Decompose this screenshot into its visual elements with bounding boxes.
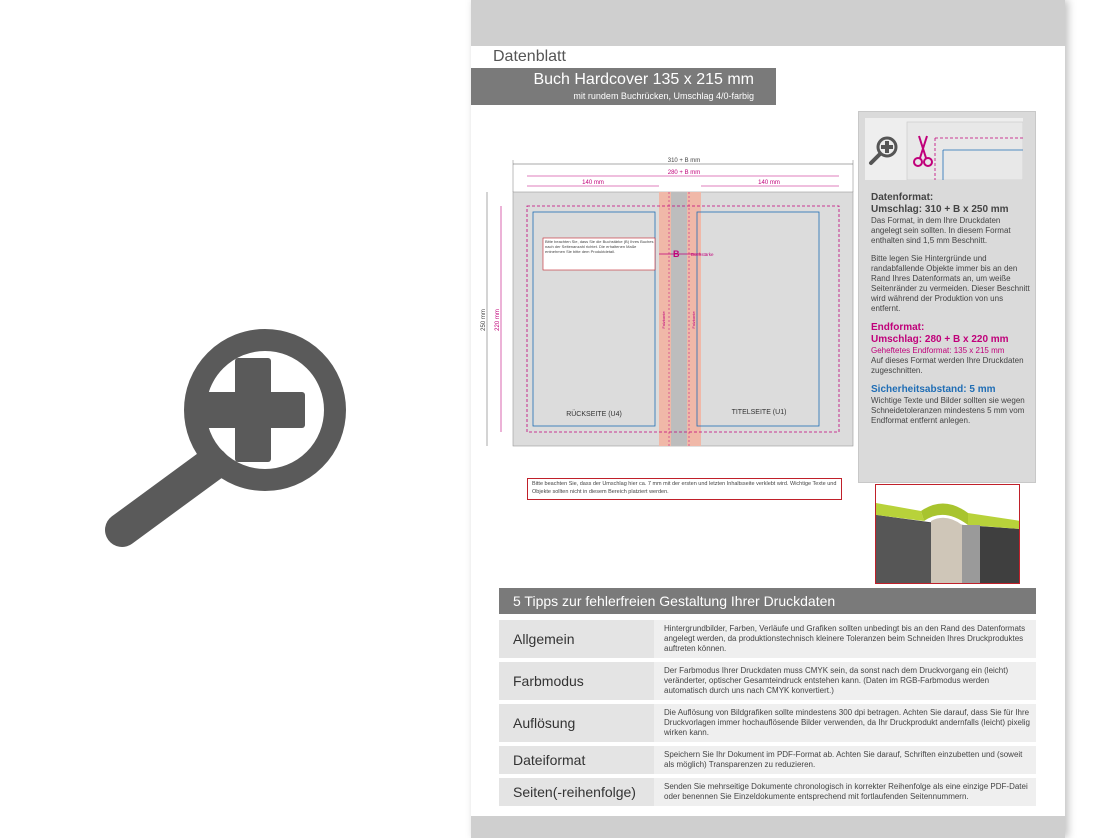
page-header-band bbox=[471, 0, 1065, 46]
page-footer-band bbox=[471, 816, 1065, 838]
data-format-text-1: Das Format, in dem Ihre Druckdaten angelegt sein sollten. In diesem Format enthalten sind 1,5 mm Beschnitt. bbox=[871, 216, 1011, 245]
spine-photo bbox=[875, 484, 1020, 584]
fold-label-left: Falzkante bbox=[661, 311, 666, 329]
tip-label: Auflösung bbox=[499, 704, 654, 742]
dim-right-panel: 140 mm bbox=[758, 180, 780, 186]
tip-row bbox=[499, 662, 1036, 700]
dim-end-width: 280 + B mm bbox=[667, 170, 701, 176]
format-info-text bbox=[871, 192, 1031, 434]
tips-table bbox=[499, 620, 1036, 810]
scissors-icon bbox=[911, 134, 935, 170]
safety-margin-text: Wichtige Texte und Bilder sollten sie wegen Schneidetoleranzen mindestens 5 mm vom Endformat entfernt anlegen. bbox=[871, 396, 1025, 425]
back-cover-label: RÜCKSEITE (U4) bbox=[566, 411, 622, 418]
tip-row bbox=[499, 620, 1036, 658]
tip-text: Hintergrundbilder, Farben, Verläufe und Grafiken sollten unbedingt bis an den Rand des Datenformats angelegt werden, da produktionstechnisch kleinere Toleranzen beim Schneiden Ihres Druckproduktes auftreten können. bbox=[664, 624, 1026, 653]
tip-label: Farbmodus bbox=[499, 662, 654, 700]
data-format-heading: Datenformat: bbox=[871, 192, 934, 203]
glue-area-note: Bitte beachten Sie, dass der Umschlag hier ca. 7 mm mit der ersten und letzten Inhaltsseite verklebt wird. Wichtige Texte und Objekte sollten nicht in diesem Bereich platziert werden. bbox=[527, 478, 842, 500]
tip-row bbox=[499, 704, 1036, 742]
product-title: Buch Hardcover 135 x 215 mm bbox=[533, 71, 754, 88]
dim-total-height: 250 mm bbox=[481, 309, 487, 331]
tip-label: Allgemein bbox=[499, 620, 654, 658]
tip-label: Dateiformat bbox=[499, 746, 654, 774]
tip-row bbox=[499, 746, 1036, 774]
datasheet-page bbox=[471, 0, 1065, 838]
spine-marker-label: Buchstärke bbox=[691, 252, 714, 257]
end-format-text: Auf dieses Format werden Ihre Druckdaten zugeschnitten. bbox=[871, 356, 1024, 375]
datasheet-tab-label: Datenblatt bbox=[471, 46, 591, 68]
tip-text: Senden Sie mehrseitige Dokumente chronologisch in korrekter Reihenfolge als eine einzige PDF-Datei oder benennen Sie Einzeldokumente entsprechend mit fortlaufenden Seitennummern. bbox=[664, 782, 1028, 801]
dim-end-height: 220 mm bbox=[495, 309, 501, 331]
end-format-heading: Endformat: bbox=[871, 322, 925, 333]
product-subtitle: mit rundem Buchrücken, Umschlag 4/0-farbig bbox=[573, 91, 754, 101]
corner-preview bbox=[865, 118, 1023, 180]
tip-text: Die Auflösung von Bildgrafiken sollte mindestens 300 dpi betragen. Achten Sie darauf, dass Sie für Ihre Druckvorlagen immer hochauflösende Bilder verwenden, da Ihr Druckprodukt andernfalls (leicht) pixelig wirken kann. bbox=[664, 708, 1030, 737]
spine-marker: B bbox=[673, 249, 680, 259]
spine-note: Bitte beachten Sie, dass Sie die Buchstärke (B) Ihres Buches nach der Seitenanzahl richtet. Die erhaltenen Maße entnehmen Sie bitte dem Produktdetail. bbox=[545, 239, 654, 254]
spine-photo-graphic bbox=[876, 485, 1020, 584]
tips-header: 5 Tipps zur fehlerfreien Gestaltung Ihrer Druckdaten bbox=[499, 588, 1036, 614]
data-format-sub: Umschlag: 310 + B x 250 mm bbox=[871, 204, 1009, 215]
cover-layout-diagram bbox=[479, 150, 854, 460]
front-cover-label: TITELSEITE (U1) bbox=[731, 409, 787, 416]
fold-label-right: Falzkante bbox=[691, 311, 696, 329]
dim-left-panel: 140 mm bbox=[582, 180, 604, 186]
dim-total-width: 310 + B mm bbox=[667, 158, 701, 164]
zoom-small-icon[interactable] bbox=[867, 134, 901, 168]
end-format-sub2: Geheftetes Endformat: 135 x 215 mm bbox=[871, 346, 1005, 355]
data-format-text-2: Bitte legen Sie Hintergründe und randabfallende Objekte immer bis an den Rand Ihres Datenformats an, um weiße Seitenränder zu vermeiden. Dieser Beschnitt wird während der Produktion von uns entfernt. bbox=[871, 254, 1030, 313]
zoom-in-icon[interactable] bbox=[100, 318, 360, 550]
product-title-band bbox=[471, 68, 776, 105]
format-info-panel bbox=[858, 111, 1036, 483]
end-format-sub: Umschlag: 280 + B x 220 mm bbox=[871, 334, 1009, 345]
safety-margin-heading: Sicherheitsabstand: 5 mm bbox=[871, 384, 996, 395]
tip-text: Speichern Sie Ihr Dokument im PDF-Format ab. Achten Sie darauf, Schriften einzubetten und (soweit als möglich) Transparenzen zu reduzieren. bbox=[664, 750, 1023, 769]
tip-label: Seiten(-reihenfolge) bbox=[499, 778, 654, 806]
tip-row bbox=[499, 778, 1036, 806]
tip-text: Der Farbmodus Ihrer Druckdaten muss CMYK sein, da sonst nach dem Druckvorgang ein (leicht) veränderter, optischer Gesamteindruck entstehen kann. (Daten im RGB-Farbmodus werden automatisch durch uns nach CMYK konvertiert.) bbox=[664, 666, 1009, 695]
